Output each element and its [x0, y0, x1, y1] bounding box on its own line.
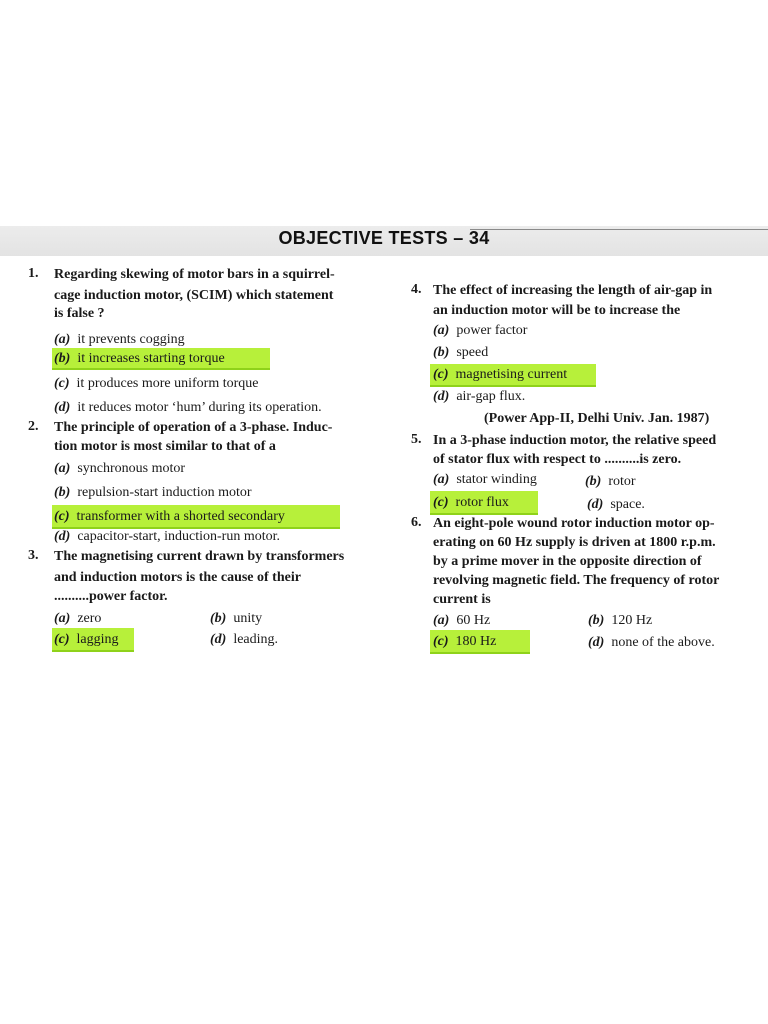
- q5-d-label: (d): [587, 497, 604, 512]
- q2-number: 2.: [28, 419, 39, 434]
- q1-option-a: [54, 331, 185, 348]
- q6-line-2: erating on 60 Hz supply is driven at 1800 r.p.m.: [433, 535, 716, 550]
- q1-d-label: (d): [54, 400, 71, 415]
- q6-line-5: current is: [433, 592, 491, 607]
- q6-number: 6.: [411, 515, 422, 530]
- q5-number: 5.: [411, 432, 422, 447]
- q4-number: 4.: [411, 282, 422, 297]
- q6-d-label: (d): [588, 635, 605, 650]
- q4-d-text: air-gap flux.: [456, 389, 526, 404]
- q1-a-label: (a): [54, 332, 71, 347]
- q6-option-c: [433, 633, 496, 650]
- q4-line-1: The effect of increasing the length of air-gap in: [433, 283, 713, 298]
- q3-number: 3.: [28, 548, 39, 563]
- q5-a-label: (a): [433, 472, 450, 487]
- q4-b-label: (b): [433, 345, 450, 360]
- q5-b-text: rotor: [608, 474, 636, 489]
- q2-b-text: repulsion-start induction motor: [77, 485, 252, 500]
- q2-d-label: (d): [54, 529, 71, 544]
- q3-option-b: [210, 610, 262, 627]
- q2-a-label: (a): [54, 461, 71, 476]
- q4-option-d: [433, 388, 525, 405]
- q3-line-2: and induction motors is the cause of their: [54, 570, 301, 585]
- q6-c-label: (c): [433, 634, 449, 649]
- q1-c-label: (c): [54, 376, 70, 391]
- q5-option-b: [585, 473, 636, 490]
- q1-c-text: it produces more uniform torque: [76, 376, 259, 391]
- q2-option-c: [54, 508, 285, 525]
- q6-b-label: (b): [588, 613, 605, 628]
- q1-option-c: [54, 375, 259, 392]
- q1-line-1: Regarding skewing of motor bars in a squirrel-: [54, 267, 335, 282]
- q6-line-3: by a prime mover in the opposite direction of: [433, 554, 702, 569]
- q4-line-2: an induction motor will be to increase the: [433, 303, 681, 318]
- q6-option-b: [588, 612, 652, 629]
- q6-line-4: revolving magnetic field. The frequency of rotor: [433, 573, 720, 588]
- q2-a-text: synchronous motor: [77, 461, 186, 476]
- q5-a-text: stator winding: [456, 472, 537, 487]
- q3-line-3: ..........power factor.: [54, 589, 168, 604]
- q5-c-text: rotor flux: [455, 495, 509, 510]
- q5-line-1: In a 3-phase induction motor, the relative speed: [433, 433, 717, 448]
- q5-b-label: (b): [585, 474, 602, 489]
- q6-a-text: 60 Hz: [456, 613, 491, 628]
- q5-c-label: (c): [433, 495, 449, 510]
- q6-b-text: 120 Hz: [611, 613, 653, 628]
- q4-a-text: power factor: [456, 323, 528, 338]
- q3-option-d: [210, 631, 278, 648]
- q1-b-text: it increases starting torque: [77, 351, 225, 366]
- q2-option-b: [54, 484, 252, 501]
- q2-c-text: transformer with a shorted secondary: [76, 509, 285, 524]
- q5-line-2: of stator flux with respect to ..........is zero.: [433, 452, 682, 467]
- q4-option-a: [433, 322, 527, 339]
- q3-b-text: unity: [233, 611, 263, 626]
- q6-c-text: 180 Hz: [455, 634, 497, 649]
- q5-option-d: [587, 496, 645, 513]
- q3-a-label: (a): [54, 611, 71, 626]
- q4-a-label: (a): [433, 323, 450, 338]
- q3-c-label: (c): [54, 632, 70, 647]
- q4-c-text: magnetising current: [455, 367, 568, 382]
- q2-line-2: tion motor is most similar to that of a: [54, 439, 276, 454]
- q2-c-label: (c): [54, 509, 70, 524]
- q5-option-c: [433, 494, 509, 511]
- q6-a-label: (a): [433, 613, 450, 628]
- q3-option-a: [54, 610, 101, 627]
- q6-line-1: An eight-pole wound rotor induction motor op-: [433, 516, 715, 531]
- q4-option-b: [433, 344, 488, 361]
- q1-line-3: is false ?: [54, 306, 105, 321]
- q3-a-text: zero: [77, 611, 102, 626]
- q3-b-label: (b): [210, 611, 227, 626]
- q3-d-text: leading.: [233, 632, 279, 647]
- q3-c-text: lagging: [76, 632, 119, 647]
- q6-option-a: [433, 612, 490, 629]
- q5-option-a: [433, 471, 537, 488]
- q2-b-label: (b): [54, 485, 71, 500]
- q4-c-label: (c): [433, 367, 449, 382]
- q1-option-b: [54, 350, 225, 367]
- q2-option-d: [54, 528, 280, 545]
- q2-line-1: The principle of operation of a 3-phase. Induc-: [54, 420, 333, 435]
- q4-source: (Power App-II, Delhi Univ. Jan. 1987): [484, 411, 710, 426]
- q6-d-text: none of the above.: [611, 635, 715, 650]
- q4-b-text: speed: [456, 345, 489, 360]
- q4-option-c: [433, 366, 567, 383]
- q1-number: 1.: [28, 266, 39, 281]
- q4-d-label: (d): [433, 389, 450, 404]
- q1-a-text: it prevents cogging: [77, 332, 185, 347]
- q1-b-label: (b): [54, 351, 71, 366]
- q6-option-d: [588, 634, 715, 651]
- q3-d-label: (d): [210, 632, 227, 647]
- q3-line-1: The magnetising current drawn by transformers: [54, 549, 345, 564]
- q1-option-d: [54, 399, 322, 416]
- q1-d-text: it reduces motor ‘hum’ during its operation.: [77, 400, 322, 415]
- q2-d-text: capacitor-start, induction-run motor.: [77, 529, 280, 544]
- page-title: OBJECTIVE TESTS – 34: [278, 228, 490, 248]
- q2-option-a: [54, 460, 185, 477]
- q3-option-c: [54, 631, 119, 648]
- q1-line-2: cage induction motor, (SCIM) which statement: [54, 288, 334, 303]
- q5-d-text: space.: [610, 497, 645, 512]
